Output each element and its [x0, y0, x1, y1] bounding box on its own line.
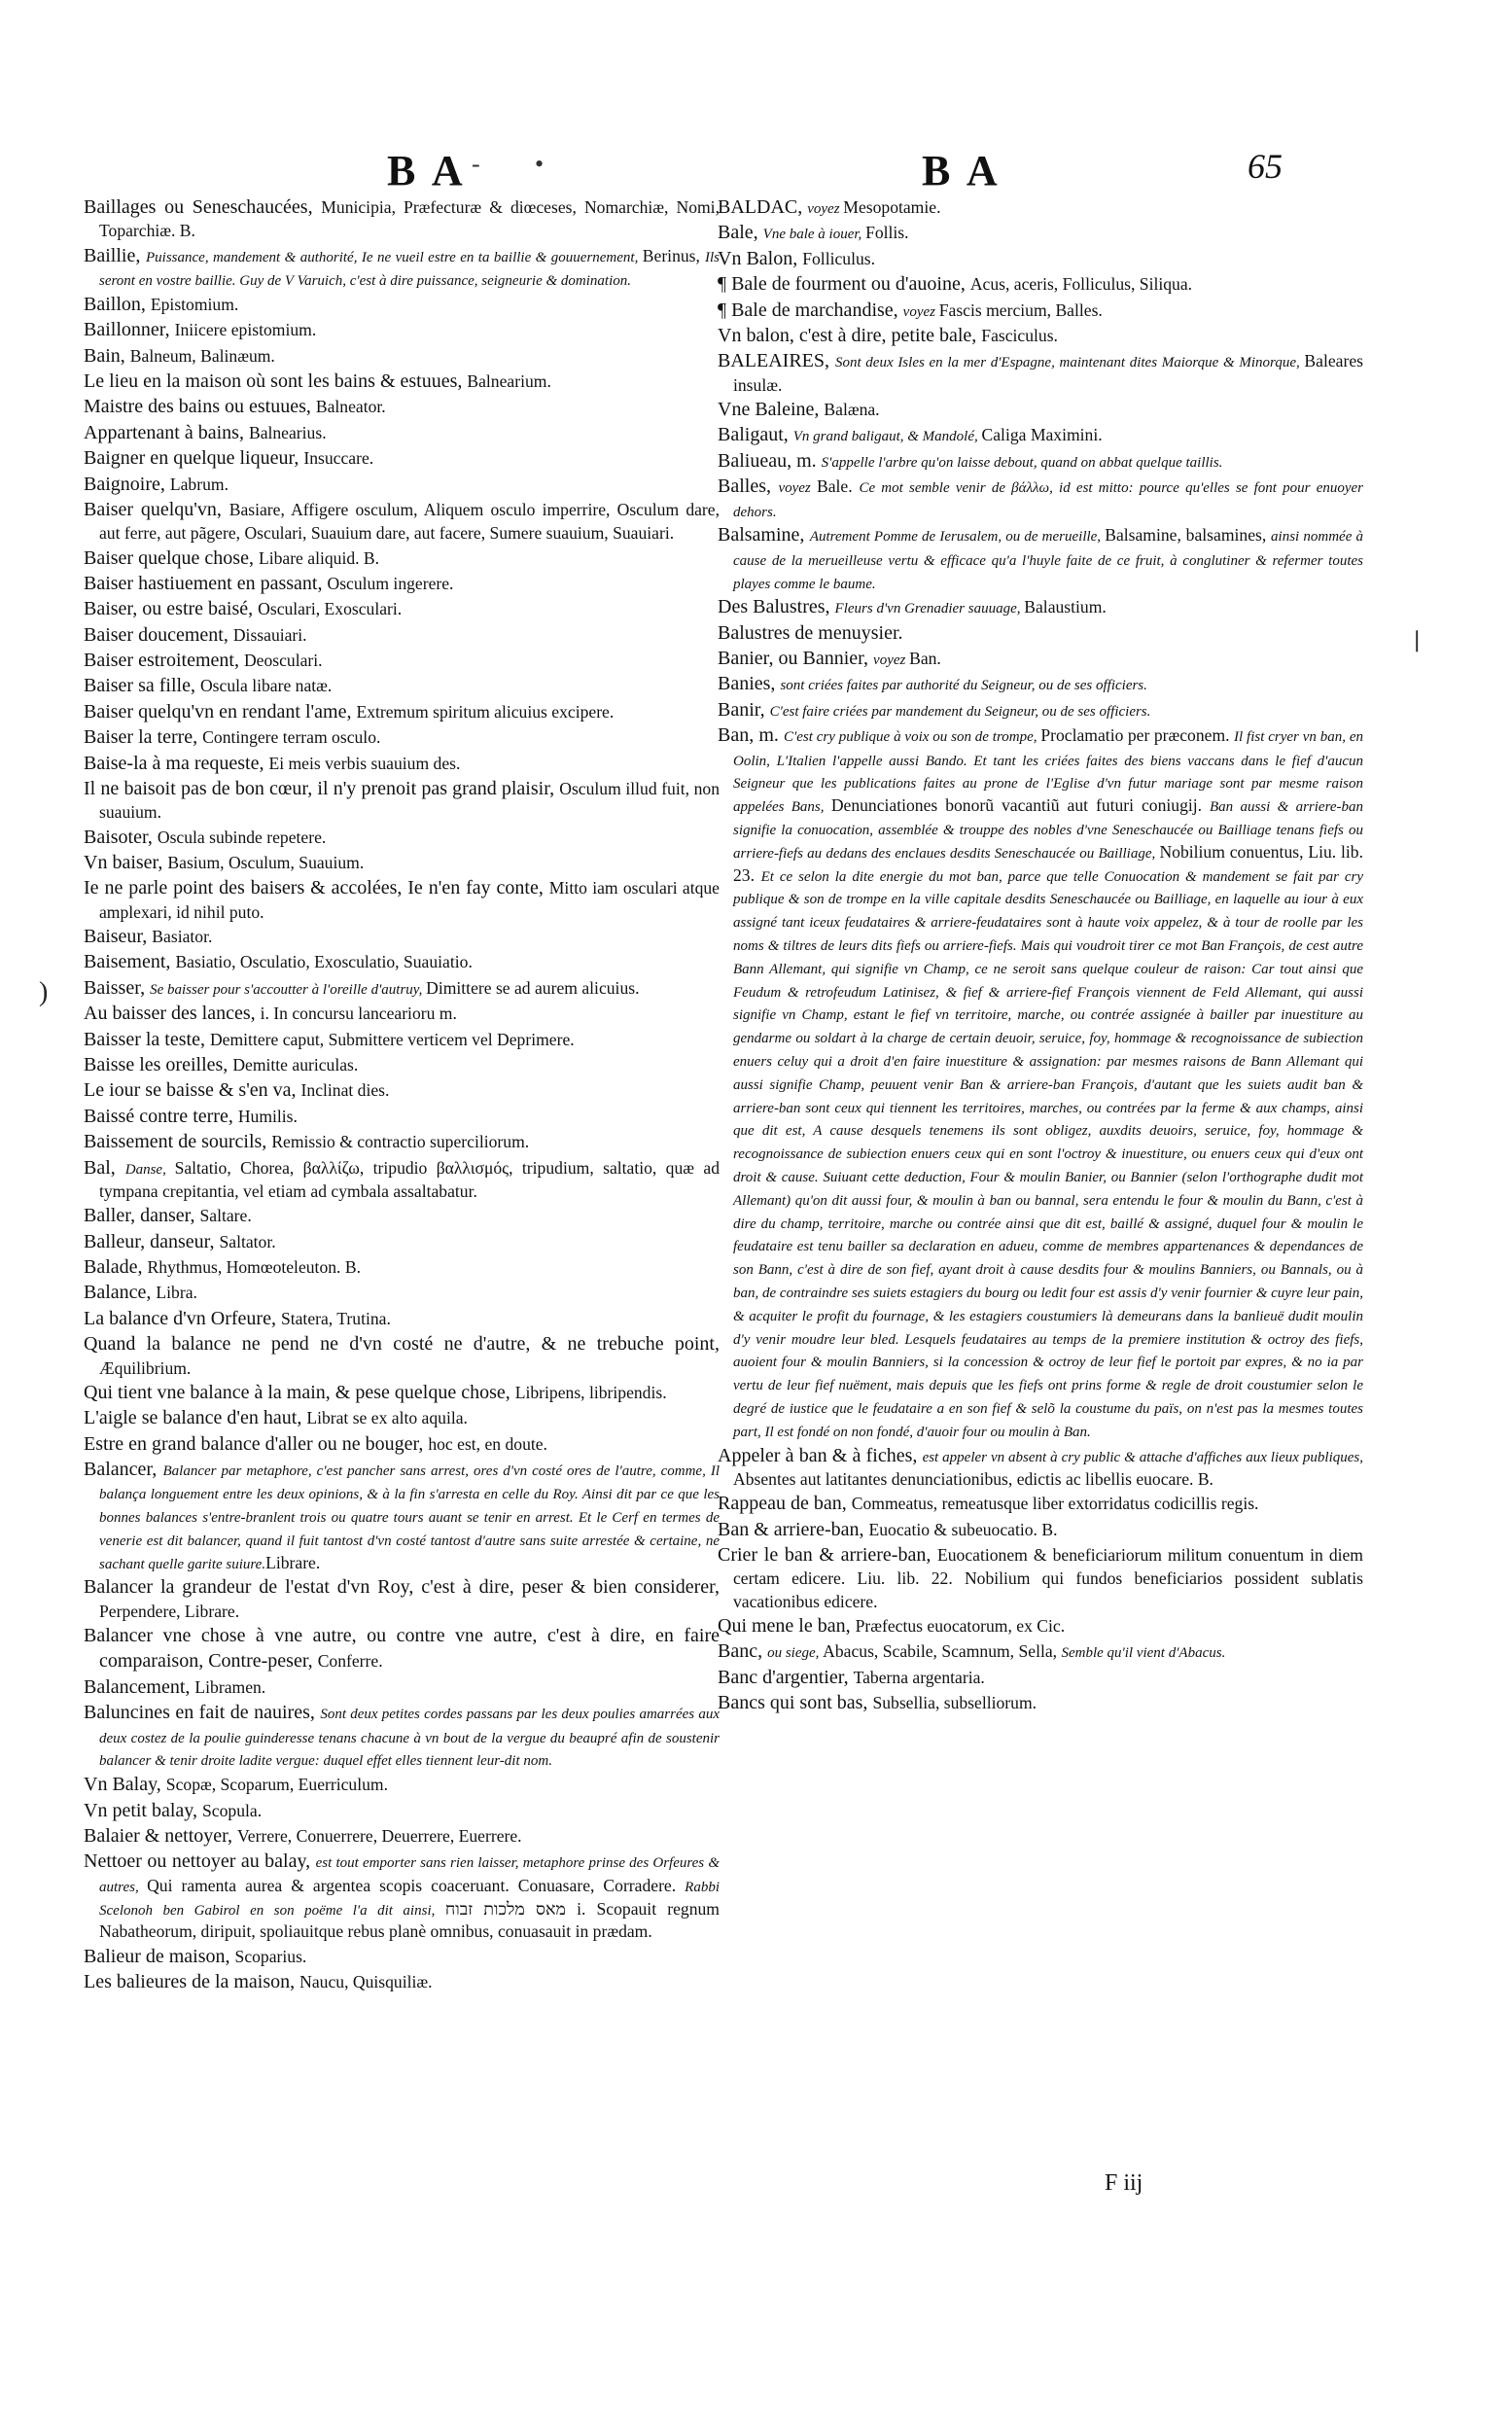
french-gloss: Fleurs d'vn Grenadier sauuage,: [834, 601, 1025, 617]
dictionary-entry: [84, 1823, 720, 1849]
headword: Balieur de maison,: [84, 1945, 235, 1967]
dictionary-entry: [718, 448, 1363, 474]
dictionary-entry: [84, 445, 720, 471]
page-number: 65: [1248, 147, 1283, 186]
headword: Balaier & nettoyer,: [84, 1825, 238, 1848]
headword: Baillonner,: [84, 319, 175, 341]
french-gloss: Sont deux petites cordes passans par les deux poulies amarrées aux deux costez de la poulie guinderesse tenans chacune à vn bout de la vergue du beaupré afin de soustenir balancer & tenir droite ladite vergue: duquel effet elles tiennent leur-dit nom.: [99, 1707, 720, 1770]
dictionary-entry: [84, 1001, 720, 1026]
latin-gloss: Ban.: [909, 649, 941, 669]
dictionary-entry: [84, 420, 720, 445]
dictionary-entry: [718, 1613, 1363, 1638]
headword: Baiser la terre,: [84, 726, 203, 749]
latin-gloss: Acus, aceris, Folliculus, Siliqua.: [969, 274, 1193, 295]
latin-gloss: Libramen.: [194, 1676, 266, 1697]
latin-gloss: Balsamine, balsamines,: [1105, 525, 1272, 546]
dictionary-entry: [84, 394, 720, 419]
latin-gloss: Ei meis verbis suauium des.: [268, 753, 461, 773]
headword: Baisoter,: [84, 826, 158, 848]
latin-gloss: Basium, Osculum, Suauium.: [167, 853, 365, 873]
dictionary-entry: [84, 1849, 720, 1943]
dictionary-entry: [84, 1405, 720, 1430]
french-gloss: Puissance, mandement & authorité, Ie ne vueil estre en ta baillie & gouuernement,: [146, 249, 643, 265]
latin-gloss: Berinus,: [642, 245, 705, 265]
running-head-left: B A: [387, 147, 467, 194]
latin-gloss: Folliculus.: [802, 248, 876, 268]
french-gloss: est tout emporter sans rien laisser, metaphore prinse des Orfeures & autres,: [99, 1855, 720, 1895]
french-gloss: S'appelle l'arbre qu'on laisse debout, quand on abbat quelque taillis.: [821, 454, 1223, 471]
dictionary-entry: [718, 697, 1363, 722]
running-head-right: B A: [922, 147, 1002, 194]
latin-gloss: Saltatio, Chorea, βαλλίζω, tripudio βαλλισμός, tripudium, saltatio, quæ ad tympana crepitantia, vel etiam ad cymbala assaltabatur.: [99, 1157, 720, 1201]
dictionary-entry: [718, 1638, 1363, 1664]
headword: Vne Baleine,: [718, 398, 825, 420]
headword: Banc d'argentier,: [718, 1666, 854, 1688]
headword: Balancer vne chose à vne autre, ou contre vne autre, c'est à dire, en faire comparaison, Contre-peser,: [84, 1625, 720, 1673]
headword: ¶ Bale de fourment ou d'auoine,: [718, 273, 970, 296]
headword: Baiser doucement,: [84, 623, 233, 646]
latin-gloss: Scopæ, Scoparum, Euerriculum.: [165, 1775, 388, 1795]
french-gloss: voyez: [778, 480, 817, 497]
latin-gloss: Basiatio, Osculatio, Exosculatio, Suauiatio.: [175, 952, 473, 972]
headword: Balancement,: [84, 1675, 195, 1698]
headword: Baigner en quelque liqueur,: [84, 447, 304, 470]
french-gloss: C'est faire criées par mandement du Seigneur, ou de ses officiers.: [769, 703, 1151, 720]
latin-gloss: Nobilium conuentus, Liu. lib. 23.: [733, 841, 1363, 885]
french-gloss: voyez: [902, 303, 939, 320]
dictionary-entry: [84, 1798, 720, 1823]
latin-gloss: Municipia, Præfecturæ & diœceses, Nomarchiæ, Nomi, Toparchiæ. B.: [99, 197, 720, 241]
french-gloss: C'est cry publique à voix ou son de trompe,: [783, 729, 1041, 746]
latin-gloss: Oscula subinde repetere.: [157, 827, 327, 847]
dictionary-entry: [718, 194, 1363, 220]
dictionary-entry: [84, 622, 720, 648]
headword: Balancer la grandeur de l'estat d'vn Roy, c'est à dire, peser & bien considerer,: [84, 1576, 720, 1599]
latin-gloss: Bale.: [816, 476, 860, 497]
dictionary-entry: [718, 220, 1363, 245]
headword: Nettoer ou nettoyer au balay,: [84, 1850, 316, 1873]
dictionary-entry: [84, 1944, 720, 1969]
latin-gloss: Inclinat dies.: [300, 1080, 390, 1101]
dictionary-entry: [718, 323, 1363, 348]
latin-gloss: Denunciationes bonorũ vacantiũ aut futuri coniugij.: [830, 795, 1211, 816]
dictionary-entry: [84, 1674, 720, 1700]
french-gloss: Ils seront en vostre baillie. Guy de V Varuich, c'est à dire puissance, seigneurie & domination.: [99, 249, 720, 289]
latin-gloss: Epistomium.: [150, 294, 239, 314]
headword: Baiser quelqu'vn en rendant l'ame,: [84, 700, 357, 722]
dictionary-entry: [84, 546, 720, 571]
latin-gloss: Osculari, Exosculari.: [258, 599, 403, 619]
latin-gloss: Saltare.: [199, 1206, 252, 1226]
latin-gloss: Mesopotamie.: [843, 197, 941, 217]
dictionary-entry: [718, 1491, 1363, 1516]
latin-gloss: Scopula.: [202, 1800, 263, 1820]
headword: Les balieures de la maison,: [84, 1971, 300, 1993]
latin-gloss: Mitto iam osculari atque amplexari, id nihil puto.: [99, 878, 720, 922]
headword: Baillie,: [84, 244, 147, 266]
dictionary-entry: [84, 343, 720, 369]
latin-gloss: Abacus, Scabile, Scamnum, Sella,: [823, 1641, 1062, 1662]
headword: Balade,: [84, 1255, 148, 1278]
latin-gloss: hoc est, en doute.: [428, 1433, 547, 1454]
dictionary-entry: [84, 1331, 720, 1380]
headword: Baiser sa fille,: [84, 675, 200, 697]
dictionary-entry: [718, 620, 1363, 646]
latin-gloss: Balneum, Balinæum.: [129, 345, 275, 366]
latin-gloss: Taberna argentaria.: [853, 1667, 985, 1687]
dictionary-entry: [84, 317, 720, 342]
headword: Baisser,: [84, 976, 151, 999]
dictionary-entry: [84, 1306, 720, 1331]
french-gloss: ou siege,: [767, 1645, 824, 1662]
french-gloss: est appeler vn absent à cry public & attache d'affiches aux lieux publiques,: [922, 1449, 1363, 1465]
dictionary-entry: [718, 348, 1363, 397]
headword: Baller, danser,: [84, 1205, 200, 1227]
dictionary-entry: [718, 246, 1363, 271]
headword: Balancer,: [84, 1458, 163, 1480]
dictionary-entry: [84, 1969, 720, 1994]
headword: Le lieu en la maison où sont les bains & estuues,: [84, 370, 468, 392]
latin-gloss: Demitte auriculas.: [232, 1055, 359, 1075]
headword: Baligaut,: [718, 424, 793, 446]
dictionary-entry: [718, 1542, 1363, 1613]
headword: Ban, m.: [718, 724, 784, 747]
dictionary-entry: [84, 1203, 720, 1228]
ornament-dash: -: [472, 150, 480, 178]
latin-gloss: Baleares insulæ.: [733, 351, 1363, 395]
headword: Balustres de menuysier.: [718, 621, 903, 644]
french-gloss: Balancer par metaphore, c'est pancher sans arrest, ores d'vn costé ores de l'autre, comme, Il balança longuement entre les deux opinions, & à la fin s'arresta en celle du Roy. Ainsi dit par ce que les bonnes balances s'entre-branlent trois ou quatre tours auant se tenir en arrest. Et le Cerf en termes de venerie est dit balancer, quand il fuit tantost d'vn costé tantost d'autre sans suite arrestée & certaine, ne sachant quelle garite suiure.: [99, 1462, 721, 1572]
dictionary-entry: [84, 1457, 720, 1575]
headword: Balsamine,: [718, 524, 810, 546]
headword: Qui tient vne balance à la main, & pese quelque chose,: [84, 1381, 515, 1403]
dictionary-entry: [718, 646, 1363, 671]
french-gloss: Rabbi Scelonoh ben Gabirol en son poëme l'a dit ainsi,: [99, 1879, 720, 1919]
headword: Banies,: [718, 673, 781, 695]
dictionary-entry: [84, 1380, 720, 1405]
latin-gloss: Osculum ingerere.: [327, 573, 454, 593]
latin-gloss: Balæna.: [824, 399, 880, 419]
dictionary-entry: [84, 825, 720, 850]
latin-gloss: Oscula libare natæ.: [199, 676, 333, 696]
french-gloss: Ce mot semble venir de βάλλω, id est mitto: pource qu'elles se font pour enuoyer dehors.: [733, 480, 1364, 520]
headword: ¶ Bale de marchandise,: [718, 299, 903, 321]
dictionary-entry: [84, 1077, 720, 1103]
headword: Bancs qui sont bas,: [718, 1691, 873, 1713]
headword: Estre en grand balance d'aller ou ne bouger,: [84, 1432, 429, 1455]
dictionary-entry: [718, 1690, 1363, 1715]
headword: Baiser estroitement,: [84, 650, 244, 672]
latin-gloss: Libra.: [156, 1283, 197, 1303]
headword: Baissement de sourcils,: [84, 1131, 272, 1153]
latin-gloss: Euocatio & subeuocatio. B.: [868, 1519, 1058, 1539]
latin-gloss: i. In concursu lancearioru m.: [260, 1004, 457, 1024]
headword: Vn baiser,: [84, 852, 168, 874]
dictionary-entry: [718, 422, 1363, 447]
dictionary-entry: [84, 1129, 720, 1154]
french-gloss: Il fist cryer vn ban, en Oolin, L'Italien l'appelle aussi Bando. Et tant les criées faites des biens vaccans dans le fief d'aucun Seigneur que les publications faites au prone de l'Eglise d'vn futur mariage sont par mesme raison appelées Bans,: [733, 729, 1364, 816]
headword: Quand la balance ne pend ne d'vn costé ne d'autre, & ne trebuche point,: [84, 1333, 720, 1356]
headword: Vn petit balay,: [84, 1799, 203, 1821]
latin-gloss: Statera, Trutina.: [280, 1308, 391, 1328]
latin-gloss: Follis.: [865, 223, 909, 243]
headword: Baillon,: [84, 293, 151, 315]
latin-gloss: Labrum.: [169, 474, 229, 494]
latin-gloss: Rhythmus, Homœoteleuton. B.: [147, 1256, 361, 1277]
dictionary-entry: [718, 594, 1363, 619]
headword: Banier, ou Bannier,: [718, 648, 874, 670]
latin-gloss: Balaustium.: [1024, 597, 1107, 617]
dictionary-entry: [84, 724, 720, 750]
latin-gloss: Naucu, Quisquiliæ.: [299, 1972, 433, 1992]
dictionary-entry: [84, 1104, 720, 1129]
french-gloss: sont criées faites par authorité du Seigneur, ou de ses officiers.: [780, 678, 1147, 694]
headword: Ie ne parle point des baisers & accolées, Ie n'en fay conte,: [84, 877, 549, 899]
headword: Vn balon, c'est à dire, petite bale,: [718, 324, 982, 346]
latin-gloss: Deosculari.: [243, 651, 323, 671]
french-gloss: voyez: [873, 652, 910, 669]
dictionary-entry: [718, 1443, 1363, 1492]
signature-mark: F iij: [1105, 2170, 1143, 2196]
latin-gloss: Fasciculus.: [981, 325, 1058, 345]
dictionary-entry: [718, 397, 1363, 422]
latin-gloss: Libare aliquid. B.: [258, 547, 380, 568]
headword: L'aigle se balance d'en haut,: [84, 1407, 307, 1429]
dictionary-entry: [84, 1623, 720, 1674]
dictionary-entry: [718, 722, 1363, 1442]
dictionary-entry: [84, 776, 720, 825]
latin-gloss: Dimittere se ad aurem alicuius.: [426, 977, 640, 998]
dictionary-entry: [84, 1052, 720, 1077]
dictionary-entry: [84, 975, 720, 1001]
latin-gloss: Contingere terram osculo.: [202, 727, 381, 748]
headword: Il ne baisoit pas de bon cœur, il n'y prenoit pas grand plaisir,: [84, 778, 560, 800]
dictionary-entry: [718, 1665, 1363, 1690]
dictionary-entry: [84, 292, 720, 317]
headword: Balles,: [718, 476, 779, 498]
headword: BALEAIRES,: [718, 350, 835, 372]
headword: Qui mene le ban,: [718, 1614, 856, 1637]
latin-gloss: Basiator.: [152, 927, 213, 947]
right-column: [718, 194, 1363, 1715]
latin-gloss: Osculum illud fuit, non suauium.: [99, 779, 720, 823]
dictionary-entry: [84, 850, 720, 875]
french-gloss: Autrement Pomme de Ierusalem, ou de merueille,: [809, 529, 1106, 546]
dictionary-entry: [84, 1700, 720, 1772]
latin-gloss: Fascis mercium,: [938, 299, 1056, 320]
headword: Vn Balay,: [84, 1774, 166, 1796]
latin-gloss: Qui ramenta aurea & argentea scopis coaceruant. Conuasare, Corradere.: [147, 1875, 686, 1895]
dictionary-entry: [84, 1280, 720, 1305]
latin-gloss: Caliga Maximini.: [981, 425, 1103, 445]
latin-gloss: Subsellia, subselliorum.: [872, 1692, 1037, 1712]
margin-bracket: ): [39, 977, 49, 1007]
french-gloss: Et ce selon la dite energie du mot ban, parce que telle Conuocation & mandement se fait par cry publique & son de trompe en la ville capitale desdits Seneschaucée ou Bailliage, en laquelle au iour à eux assigné tant iceux feudataires & arriere-feudataires sont à haute voix appelez, & à tour de roolle par les noms & tiltres de leurs dits fiefs ou arriere-fiefs. Mais qui voudroit tirer ce mot Ban François, de cest autre Bann Allemant, qui signifie vn Champ, ce ne seroit sans quelque couleur de raison: Car tout ainsi que Feudum & retrofeudum Latinisez, & fief & arriere-fief François viennent de Feld Allemant, qui aussi signifie vn Champ, estant le fief vn territoire, marche, ou contrée assignée à bailler par inuestiture au gendarme ou soldart à la charge de certain deuoir, seruice, foy, hommage & recognoissance de subiection enuers celuy qui a droit d'en faire inuestiture & assignation: par mesmes raisons de Bann Allemant qui aussi signifie Champ, peuuent venir Ban & arriere-ban François, d'autant que les suiets audit ban & arriere-ban sont ceux qui tiennent les territoires, marches, ou contrées par la ferme & aux champs, ainsi que dit est, A cause desquels tenemens ils sont obligez, auxdits deuoirs, seruice, foy, hommage & recognoissance de subiection enuers ceux qui en sont l'octroy & inuestiture, ou enuers ceux qui d'eux ont droit & cause. Suiuant cette deduction, Four & moulin Banier, ou Bannier (selon l'orthographe dudit mot Allemant) qu'on dit aussi four, & moulin à ban ou bannal, sera entendu le four & moulin du Bann, c'est à dire du champ, territoire, marche ou contrée ainsi que dit est, baillé & assigné, duquel four & moulin le feudataire est tenu bailler sa declaration en adueu, comme de membres appartenances & dependances de son Bann, c'est à dire de son fief, ayant droit à cause desdits four & moulins Banniers, ou Bannals, ou à ban, de contraindre ses suiets estagiers du bourg ou ledit four est assis d'y venir fournier & cuyre leur pain, & acquiter le profit du fournage, & les estagiers coustumiers là demeurans dans la banlieuë dudit moulin d'y venir moudre leur bled. Lesquels feudataires au temps de la premiere institution & octroy des fiefs, auoient four & moulin Banniers, si la concession & octroy de leur fief le portoit par expres, & no ia par vertu de leur fief nuëment, mais depuis que les fiefs ont prins forme & regle de droit coustumier selon le degré de iustice que le feudataire a en son fief & selõ la coustume du païs, on n'est pas la mesmes toutes part, Il est fondé on non fondé, d'auoir four ou moulin à Ban.: [733, 868, 1364, 1440]
headword: Banc,: [718, 1640, 768, 1663]
left-column: [84, 194, 720, 1994]
french-gloss: Ban aussi & arriere-ban signifie la conuocation, assemblée & trouppe des nobles d'vne Seneschaucée ou Bailliage tenans fiefs ou arriere-fiefs au dedans des enclaues desdits Seneschaucée ou Bailliage,: [733, 799, 1364, 862]
headword: Balleur, danseur,: [84, 1230, 220, 1252]
latin-gloss: Præfectus euocatorum, ex Cic.: [855, 1615, 1066, 1636]
headword: Baiseur,: [84, 926, 153, 948]
latin-gloss: Librat se ex alto aquila.: [306, 1408, 468, 1428]
french-gloss: voyez: [807, 201, 844, 217]
french-gloss: Vn grand baligaut, & Mandolé,: [792, 429, 982, 445]
headword: Crier le ban & arriere-ban,: [718, 1543, 937, 1566]
latin-gloss: Iniicere epistomium.: [174, 320, 317, 340]
dictionary-entry: [84, 243, 720, 292]
headword: Baisse les oreilles,: [84, 1054, 233, 1075]
latin-gloss: Scoparius.: [234, 1946, 307, 1966]
dictionary-entry: [718, 671, 1363, 696]
french-gloss: Vne bale à iouer,: [762, 227, 866, 243]
headword: Baissé contre terre,: [84, 1105, 238, 1127]
headword: Baise-la à ma requeste,: [84, 752, 269, 774]
headword: Bal,: [84, 1156, 125, 1179]
margin-mark-right: ❘: [1408, 627, 1426, 652]
headword: Maistre des bains ou estuues,: [84, 396, 316, 418]
dictionary-entry: [718, 474, 1363, 522]
french-gloss: ainsi nommée à cause de la merueilleuse vertu & efficace qu'a l'huyle faite de ce fruit, à conglutiner & refermer toutes playes comme le baume.: [733, 529, 1363, 592]
dictionary-entry: [84, 1254, 720, 1280]
headword: Baiser quelque chose,: [84, 546, 259, 569]
latin-gloss: Insuccare.: [303, 448, 374, 469]
latin-gloss: Humilis.: [237, 1106, 298, 1126]
latin-gloss: Balnearius.: [248, 422, 327, 442]
dictionary-entry: [84, 875, 720, 924]
latin-gloss: Dissauiari.: [232, 624, 307, 645]
headword: BALDAC,: [718, 196, 808, 218]
latin-gloss: Proclamatio per præconem.: [1040, 725, 1235, 746]
dictionary-entry: [84, 497, 720, 546]
headword: Baignoire,: [84, 473, 170, 495]
headword: Banir,: [718, 698, 770, 721]
dictionary-entry: [84, 1772, 720, 1797]
latin-gloss: Extremum spiritum alicuius excipere.: [356, 701, 615, 722]
headword: Baillages ou Seneschaucées,: [84, 196, 322, 218]
latin-gloss: Euocationem & beneficiariorum militum conuentum in diem certam edicere. Liu. lib. 22. Nobilium qui fundos beneficiarios possident sublatis vacationibus edicere.: [733, 1544, 1363, 1611]
dictionary-entry: [84, 949, 720, 974]
dictionary-entry: [84, 369, 720, 394]
dictionary-entry: [718, 522, 1363, 594]
dictionary-entry: [84, 648, 720, 673]
latin-gloss: Demittere caput, Submittere verticem vel Deprimere.: [209, 1029, 575, 1049]
latin-gloss: Conferre.: [317, 1651, 383, 1672]
latin-gloss: Librare.: [265, 1552, 321, 1572]
headword: Des Balustres,: [718, 596, 835, 618]
latin-gloss: Saltator.: [219, 1231, 276, 1251]
dictionary-entry: [84, 571, 720, 596]
headword: Ban & arriere-ban,: [718, 1518, 869, 1540]
french-gloss: Danse,: [124, 1161, 175, 1178]
headword: Balance,: [84, 1282, 157, 1304]
dictionary-entry: [84, 1431, 720, 1457]
dictionary-entry: [84, 1574, 720, 1623]
latin-gloss: Perpendere, Librare.: [99, 1601, 240, 1621]
headword: Baisement,: [84, 951, 176, 973]
latin-gloss: Commeatus, remeatusque liber extorridatus codicillis regis.: [851, 1494, 1259, 1514]
french-gloss: Semble qu'il vient d'Abacus.: [1061, 1645, 1226, 1662]
latin-gloss: Verrere, Conuerrere, Deuerrere, Euerrere.: [237, 1826, 522, 1847]
latin-gloss: Libripens, libripendis.: [514, 1382, 667, 1402]
dictionary-entry: [84, 1027, 720, 1052]
dictionary-entry: [84, 472, 720, 497]
headword: Bale,: [718, 222, 763, 244]
headword: Vn Balon,: [718, 247, 803, 269]
headword: Baiser hastiuement en passant,: [84, 572, 328, 594]
dictionary-entry: [718, 271, 1363, 297]
dictionary-entry: [84, 699, 720, 724]
dictionary-entry: [84, 673, 720, 698]
dictionary-entry: [84, 596, 720, 621]
dictionary-entry: [718, 1517, 1363, 1542]
latin-gloss: Balneator.: [315, 397, 386, 417]
headword: Appartenant à bains,: [84, 421, 249, 443]
headword: Baisser la teste,: [84, 1028, 210, 1050]
french-gloss: Sont deux Isles en la mer d'Espagne, maintenant dites Maiorque & Minorque,: [834, 355, 1305, 371]
dictionary-entry: [84, 194, 720, 243]
latin-gloss: Balnearium.: [467, 370, 551, 391]
headword: Baluncines en fait de nauires,: [84, 1702, 321, 1724]
dictionary-entry: [84, 751, 720, 776]
headword: Baiser, ou estre baisé,: [84, 598, 259, 620]
latin-gloss: מאס מלכות זבוח i. Scopauit regnum Nabatheorum, diripuit, spoliauitque rebus planè omnibus, conuasauit in prædam.: [99, 1898, 720, 1942]
headword: Le iour se baisse & s'en va,: [84, 1079, 301, 1102]
headword: Appeler à ban & à fiches,: [718, 1444, 923, 1466]
headword: Baiser quelqu'vn,: [84, 498, 229, 520]
french-gloss: Se baisser pour s'accoutter à l'oreille d'autruy,: [150, 981, 427, 998]
headword: Baliueau, m.: [718, 449, 822, 472]
dictionary-entry: [84, 924, 720, 949]
dictionary-entry: [84, 1229, 720, 1254]
latin-gloss: Basiare, Affigere osculum, Aliquem osculo imperrire, Osculum dare, aut ferre, aut pãgere, Osculari, Suauium dare, aut facere, Sumere suauium, Suauiari.: [99, 499, 721, 544]
latin-gloss: Balles.: [1055, 299, 1103, 320]
headword: La balance d'vn Orfeure,: [84, 1307, 281, 1329]
dictionary-entry: [718, 298, 1363, 323]
headword: Bain,: [84, 344, 130, 367]
latin-gloss: Absentes aut latitantes denunciationibus, edictis ac libellis euocare. B.: [733, 1468, 1213, 1489]
latin-gloss: Remissio & contractio superciliorum.: [271, 1132, 530, 1152]
ornament-dot: •: [535, 150, 545, 178]
headword: Rappeau de ban,: [718, 1493, 852, 1515]
latin-gloss: Æquilibrium.: [99, 1357, 192, 1378]
dictionary-entry: [84, 1155, 720, 1204]
headword: Au baisser des lances,: [84, 1003, 261, 1025]
